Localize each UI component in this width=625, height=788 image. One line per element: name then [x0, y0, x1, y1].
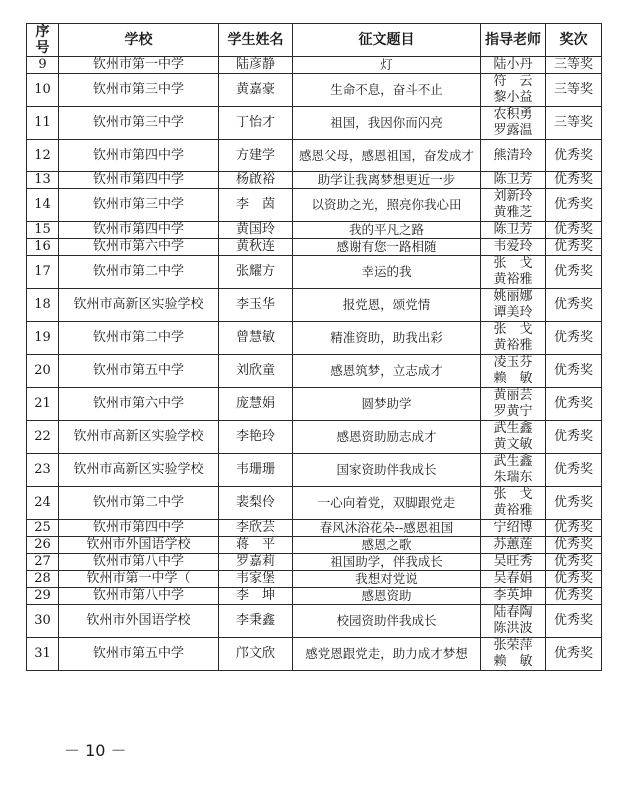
student-cell: 韦珊珊	[219, 454, 293, 487]
teacher-cell	[481, 554, 546, 571]
row-number: 25	[27, 520, 59, 537]
essay-title-cell: 感恩筑梦，立志成才	[293, 355, 481, 388]
essay-title-cell: 感恩父母，感恩祖国，奋发成才	[293, 140, 481, 172]
school-cell: 钦州市第八中学	[59, 554, 219, 571]
teacher-cell	[481, 172, 546, 189]
essay-title-cell: 以资助之光，照亮你我心田	[293, 189, 481, 222]
student-cell: 裴梨伶	[219, 487, 293, 520]
student-cell: 杨啟裕	[219, 172, 293, 189]
award-cell: 优秀奖	[546, 520, 602, 537]
award-cell: 优秀奖	[546, 140, 602, 172]
school-cell: 钦州市第三中学	[59, 74, 219, 107]
teacher-name: 符 云	[493, 74, 533, 89]
table-row	[27, 57, 602, 74]
table-row	[27, 487, 602, 520]
teacher-name: 凌玉芬	[493, 355, 533, 370]
header-teacher: 指导老师	[481, 24, 546, 57]
essay-title-cell: 精准资助，助我出彩	[293, 322, 481, 355]
teacher-name: 农积勇	[493, 107, 533, 122]
row-number: 9	[27, 57, 59, 74]
essay-title-cell: 助学让我离梦想更近一步	[293, 172, 481, 189]
row-number: 24	[27, 487, 59, 520]
table-row	[27, 638, 602, 671]
table-row	[27, 605, 602, 638]
teacher-name: 韦爱玲	[493, 239, 533, 254]
table-row	[27, 571, 602, 588]
student-cell: 刘欣童	[219, 355, 293, 388]
essay-title-cell: 国家资助伴我成长	[293, 454, 481, 487]
teacher-cell	[481, 57, 546, 74]
teacher-name: 赖 敏	[493, 371, 533, 386]
award-cell: 优秀奖	[546, 605, 602, 638]
teacher-cell	[481, 571, 546, 588]
teacher-cell	[481, 454, 546, 487]
teacher-cell	[481, 189, 546, 222]
school-cell: 钦州市高新区实验学校	[59, 289, 219, 322]
student-cell: 李 坤	[219, 588, 293, 605]
award-cell: 优秀奖	[546, 322, 602, 355]
row-number: 29	[27, 588, 59, 605]
table-row	[27, 520, 602, 537]
award-cell: 三等奖	[546, 57, 602, 74]
row-number: 27	[27, 554, 59, 571]
row-number: 31	[27, 638, 59, 671]
school-cell: 钦州市第四中学	[59, 222, 219, 239]
teacher-name: 陈洪波	[493, 621, 533, 636]
student-cell: 曾慧敏	[219, 322, 293, 355]
essay-title-cell: 校园资助伴我成长	[293, 605, 481, 638]
school-cell: 钦州市外国语学校	[59, 537, 219, 554]
award-cell: 优秀奖	[546, 355, 602, 388]
student-cell: 李玉华	[219, 289, 293, 322]
teacher-cell	[481, 140, 546, 172]
teacher-name: 陈卫芳	[493, 222, 533, 237]
row-number: 18	[27, 289, 59, 322]
header-student: 学生姓名	[219, 24, 293, 57]
teacher-cell	[481, 256, 546, 289]
award-cell: 优秀奖	[546, 289, 602, 322]
student-cell: 李秉鑫	[219, 605, 293, 638]
award-cell: 优秀奖	[546, 189, 602, 222]
teacher-name: 吴春娟	[493, 571, 533, 586]
table-row	[27, 454, 602, 487]
teacher-name: 苏蕙莲	[493, 537, 533, 552]
header-title: 征文题目	[293, 24, 481, 57]
school-cell: 钦州市第六中学	[59, 239, 219, 256]
row-number: 10	[27, 74, 59, 107]
row-number: 12	[27, 140, 59, 172]
header-no: 序号	[27, 24, 59, 57]
teacher-name: 谭美玲	[493, 305, 533, 320]
header-award: 奖次	[546, 24, 602, 57]
teacher-cell	[481, 239, 546, 256]
student-cell: 李 茵	[219, 189, 293, 222]
teacher-name: 宁绍博	[493, 520, 533, 535]
teacher-name: 黄雅芝	[493, 205, 533, 220]
award-cell: 优秀奖	[546, 421, 602, 454]
teacher-name: 张荣萍	[493, 638, 533, 653]
school-cell: 钦州市高新区实验学校	[59, 454, 219, 487]
essay-title-cell: 幸运的我	[293, 256, 481, 289]
essay-title-cell: 春风沐浴花朵--感恩祖国	[293, 520, 481, 537]
table-row	[27, 588, 602, 605]
award-cell: 优秀奖	[546, 537, 602, 554]
table-row	[27, 189, 602, 222]
teacher-cell	[481, 289, 546, 322]
teacher-name: 黄裕雅	[493, 338, 533, 353]
award-cell: 三等奖	[546, 107, 602, 140]
table-row	[27, 107, 602, 140]
school-cell: 钦州市外国语学校	[59, 605, 219, 638]
award-cell: 优秀奖	[546, 388, 602, 421]
school-cell: 钦州市第二中学	[59, 487, 219, 520]
teacher-cell	[481, 74, 546, 107]
student-cell: 陆彦静	[219, 57, 293, 74]
table-row	[27, 421, 602, 454]
essay-title-cell: 祖国助学，伴我成长	[293, 554, 481, 571]
teacher-name: 张 戈	[493, 256, 533, 271]
table-row	[27, 222, 602, 239]
table-row	[27, 289, 602, 322]
school-cell: 钦州市第一中学（	[59, 571, 219, 588]
table-row	[27, 355, 602, 388]
teacher-cell	[481, 388, 546, 421]
teacher-name: 黎小益	[493, 90, 533, 105]
teacher-cell	[481, 520, 546, 537]
table-row	[27, 172, 602, 189]
award-cell: 优秀奖	[546, 554, 602, 571]
essay-title-cell: 感恩资助	[293, 588, 481, 605]
school-cell: 钦州市高新区实验学校	[59, 421, 219, 454]
table-row	[27, 140, 602, 172]
teacher-name: 罗露温	[493, 123, 533, 138]
teacher-name: 刘新玲	[493, 189, 533, 204]
teacher-cell	[481, 638, 546, 671]
teacher-cell	[481, 222, 546, 239]
table-row	[27, 388, 602, 421]
table-body	[27, 57, 602, 671]
row-number: 19	[27, 322, 59, 355]
table-row	[27, 239, 602, 256]
teacher-cell	[481, 537, 546, 554]
row-number: 22	[27, 421, 59, 454]
teacher-name: 李英坤	[493, 588, 533, 603]
student-cell: 韦家堡	[219, 571, 293, 588]
teacher-name: 罗黄宁	[493, 404, 533, 419]
table-row	[27, 554, 602, 571]
essay-title-cell: 圆梦助学	[293, 388, 481, 421]
award-cell: 优秀奖	[546, 454, 602, 487]
award-cell: 优秀奖	[546, 638, 602, 671]
essay-title-cell: 一心向着党，双脚跟党走	[293, 487, 481, 520]
teacher-name: 黄裕雅	[493, 272, 533, 287]
student-cell: 蒋 平	[219, 537, 293, 554]
table-row	[27, 74, 602, 107]
student-cell: 庞慧娟	[219, 388, 293, 421]
essay-title-cell: 祖国，我因你而闪亮	[293, 107, 481, 140]
award-cell: 优秀奖	[546, 256, 602, 289]
school-cell: 钦州市第八中学	[59, 588, 219, 605]
teacher-name: 陈卫芳	[493, 172, 533, 187]
teacher-cell	[481, 588, 546, 605]
essay-title-cell: 灯	[293, 57, 481, 74]
teacher-name: 陆小丹	[493, 57, 533, 72]
teacher-name: 黄丽芸	[493, 388, 533, 403]
student-cell: 丁怡才	[219, 107, 293, 140]
student-cell: 李欣芸	[219, 520, 293, 537]
row-number: 14	[27, 189, 59, 222]
header-school: 学校	[59, 24, 219, 57]
award-cell: 优秀奖	[546, 487, 602, 520]
row-number: 21	[27, 388, 59, 421]
school-cell: 钦州市第五中学	[59, 638, 219, 671]
school-cell: 钦州市第四中学	[59, 172, 219, 189]
teacher-name: 赖 敏	[493, 654, 533, 669]
award-cell: 优秀奖	[546, 172, 602, 189]
row-number: 11	[27, 107, 59, 140]
page-number: － 10 －	[64, 741, 127, 760]
row-number: 17	[27, 256, 59, 289]
row-number: 28	[27, 571, 59, 588]
row-number: 30	[27, 605, 59, 638]
award-cell: 三等奖	[546, 74, 602, 107]
award-table	[26, 23, 602, 671]
row-number: 23	[27, 454, 59, 487]
teacher-name: 吴旺秀	[493, 554, 533, 569]
teacher-name: 陆春陶	[493, 605, 533, 620]
school-cell: 钦州市第四中学	[59, 520, 219, 537]
teacher-name: 张 戈	[493, 322, 533, 337]
school-cell: 钦州市第二中学	[59, 256, 219, 289]
school-cell: 钦州市第六中学	[59, 388, 219, 421]
row-number: 15	[27, 222, 59, 239]
teacher-name: 武生鑫	[493, 454, 533, 469]
award-cell: 优秀奖	[546, 588, 602, 605]
row-number: 20	[27, 355, 59, 388]
teacher-name: 熊清玲	[493, 147, 533, 163]
table-row	[27, 537, 602, 554]
teacher-name: 朱瑞东	[493, 470, 533, 485]
school-cell: 钦州市第五中学	[59, 355, 219, 388]
school-cell: 钦州市第四中学	[59, 140, 219, 172]
teacher-cell	[481, 107, 546, 140]
essay-title-cell: 生命不息，奋斗不止	[293, 74, 481, 107]
award-cell: 优秀奖	[546, 239, 602, 256]
row-number: 26	[27, 537, 59, 554]
table-row	[27, 256, 602, 289]
student-cell: 黄秋连	[219, 239, 293, 256]
award-cell: 优秀奖	[546, 222, 602, 239]
school-cell: 钦州市第二中学	[59, 322, 219, 355]
student-cell: 方建学	[219, 140, 293, 172]
essay-title-cell: 报党恩，颂党情	[293, 289, 481, 322]
essay-title-cell: 我想对党说	[293, 571, 481, 588]
teacher-name: 黄文敏	[493, 437, 533, 452]
school-cell: 钦州市第三中学	[59, 189, 219, 222]
essay-title-cell: 我的平凡之路	[293, 222, 481, 239]
teacher-cell	[481, 421, 546, 454]
student-cell: 黄嘉豪	[219, 74, 293, 107]
school-cell: 钦州市第三中学	[59, 107, 219, 140]
row-number: 16	[27, 239, 59, 256]
teacher-cell	[481, 605, 546, 638]
student-cell: 邝文欣	[219, 638, 293, 671]
teacher-cell	[481, 322, 546, 355]
essay-title-cell: 感恩资助励志成才	[293, 421, 481, 454]
header-row	[27, 24, 602, 57]
essay-title-cell: 感谢有您一路相随	[293, 239, 481, 256]
school-cell: 钦州市第一中学	[59, 57, 219, 74]
essay-title-cell: 感恩之歌	[293, 537, 481, 554]
student-cell: 罗嘉莉	[219, 554, 293, 571]
teacher-name: 姚丽娜	[493, 289, 533, 304]
teacher-cell	[481, 355, 546, 388]
teacher-name: 黄裕雅	[493, 503, 533, 518]
row-number: 13	[27, 172, 59, 189]
award-cell: 优秀奖	[546, 571, 602, 588]
table-row	[27, 322, 602, 355]
teacher-name: 张 戈	[493, 487, 533, 502]
student-cell: 黄国玲	[219, 222, 293, 239]
teacher-cell	[481, 487, 546, 520]
teacher-name: 武生鑫	[493, 421, 533, 436]
student-cell: 李艳玲	[219, 421, 293, 454]
student-cell: 张耀方	[219, 256, 293, 289]
essay-title-cell: 感党恩跟党走，助力成才梦想	[293, 638, 481, 671]
